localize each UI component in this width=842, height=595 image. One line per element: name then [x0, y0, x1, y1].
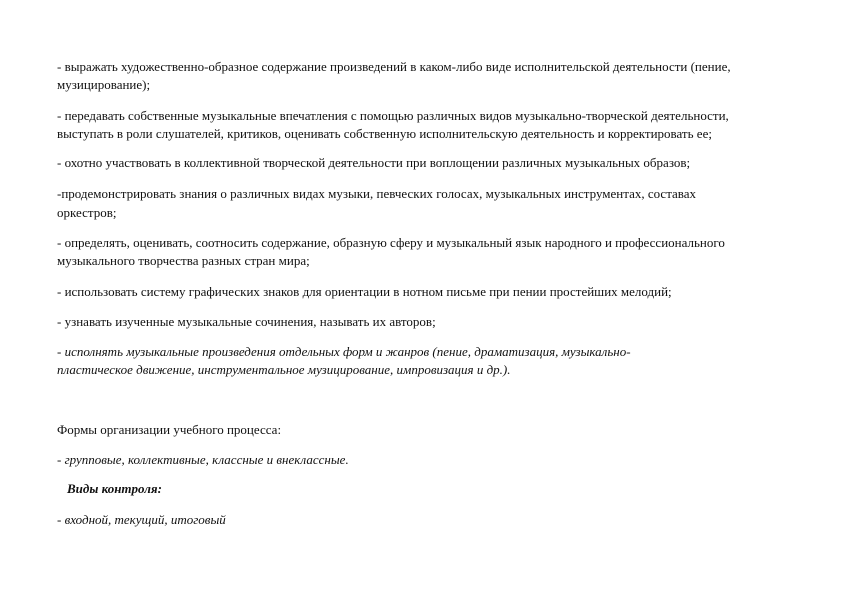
- requirement-5-line-1: - определять, оценивать, соотносить содержание, образную сферу и музыкальный язык народного и профессионального: [57, 235, 725, 250]
- requirement-2-line-2: выступать в роли слушателей, критиков, оценивать собственную исполнительскую деятельность и корректировать ее;: [57, 126, 712, 141]
- requirement-4-line-1: -продемонстрировать знания о различных видах музыки, певческих голосах, музыкальных инструментах, составах: [57, 186, 697, 201]
- requirement-3-line-1: - охотно участвовать в коллективной творческой деятельности при воплощении различных музыкальных образов;: [57, 155, 691, 170]
- requirement-1-line-1: - выражать художественно-образное содержание произведений в каком-либо виде исполнительской деятельности (пение,: [57, 59, 731, 74]
- forms-heading: Формы организации учебного процесса:: [57, 422, 282, 437]
- requirement-1-line-2: музицирование);: [57, 77, 151, 92]
- control-heading: Виды контроля:: [67, 481, 162, 496]
- requirement-7-line-1: - узнавать изученные музыкальные сочинения, называть их авторов;: [57, 314, 436, 329]
- requirement-8-line-2: пластическое движение, инструментальное музицирование, импровизация и др.).: [57, 362, 511, 377]
- requirement-6-line-1: - использовать систему графических знаков для ориентации в нотном письме при пении простейших мелодий;: [57, 284, 672, 299]
- requirement-5-line-2: музыкального творчества разных стран мира;: [57, 253, 310, 268]
- requirement-2-line-1: - передавать собственные музыкальные впечатления с помощью различных видов музыкально-творческой деятельности,: [57, 108, 729, 123]
- requirement-4-line-2: оркестров;: [57, 205, 117, 220]
- forms-item: - групповые, коллективные, классные и внеклассные.: [57, 452, 349, 467]
- control-item: - входной, текущий, итоговый: [57, 512, 226, 527]
- requirement-8-line-1: - исполнять музыкальные произведения отдельных форм и жанров (пение, драматизация, музыкально-: [57, 344, 631, 359]
